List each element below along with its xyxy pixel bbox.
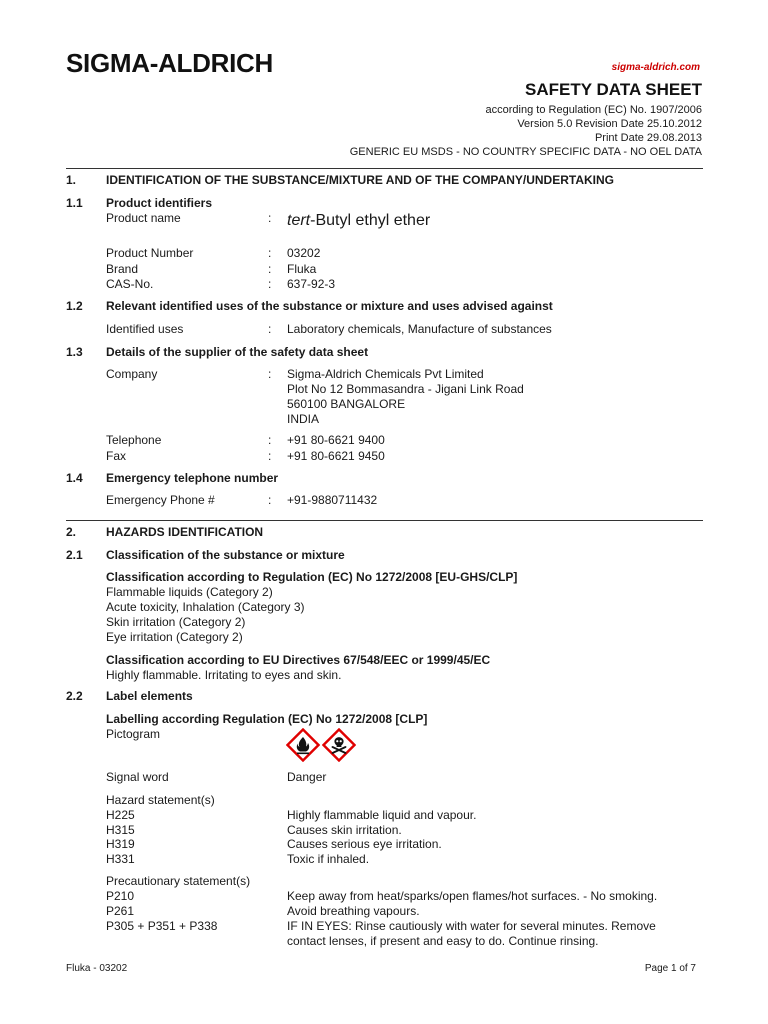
cas-label: CAS-No. <box>106 277 154 291</box>
hazard-code: H315 <box>106 823 135 837</box>
precaution-text: Avoid breathing vapours. <box>287 904 420 918</box>
subsection-1-4-title: Emergency telephone number <box>106 471 279 485</box>
document-title: SAFETY DATA SHEET <box>525 80 702 99</box>
precaution-code: P210 <box>106 889 135 903</box>
telephone-value: +91 80-6621 9400 <box>287 433 385 447</box>
product-name-label: Product name <box>106 211 181 225</box>
colon: : <box>268 262 272 276</box>
footer-product-id: Fluka - 03202 <box>66 963 128 974</box>
colon: : <box>268 246 272 260</box>
brand-label: Brand <box>106 262 139 276</box>
colon: : <box>268 493 272 507</box>
hazard-code: H331 <box>106 852 135 866</box>
hazard-text: Causes skin irritation. <box>287 823 402 837</box>
section-1-rule <box>66 168 703 169</box>
colon: : <box>268 277 272 291</box>
eu-directive-heading: Classification according to EU Directives 67/548/EEC or 1999/45/EC <box>106 653 491 667</box>
identified-uses-value: Laboratory chemicals, Manufacture of substances <box>287 322 552 336</box>
company-label: Company <box>106 367 158 381</box>
generic-msds-line: GENERIC EU MSDS - NO COUNTRY SPECIFIC DATA - NO OEL DATA <box>349 146 702 158</box>
subsection-2-2-title: Label elements <box>106 689 193 703</box>
subsection-1-4-number: 1.4 <box>66 471 83 485</box>
colon: : <box>268 433 272 447</box>
hazard-code: H225 <box>106 808 135 822</box>
subsection-1-1-title: Product identifiers <box>106 196 213 210</box>
subsection-1-2-number: 1.2 <box>66 299 83 313</box>
hazard-text: Causes serious eye irritation. <box>287 837 442 851</box>
section-2-rule <box>66 520 703 521</box>
identified-uses-label: Identified uses <box>106 322 184 336</box>
clp-classification-item: Skin irritation (Category 2) <box>106 615 246 629</box>
cas-value: 637-92-3 <box>287 277 336 291</box>
subsection-1-3-number: 1.3 <box>66 345 83 359</box>
labelling-heading: Labelling according Regulation (EC) No 1272/2008 [CLP] <box>106 712 428 726</box>
regulation-line: according to Regulation (EC) No. 1907/2006 <box>485 104 702 116</box>
signal-word-label: Signal word <box>106 770 169 784</box>
company-line: Plot No 12 Bommasandra - Jigani Link Road <box>287 382 524 396</box>
precaution-text: Keep away from heat/sparks/open flames/hot surfaces. - No smoking. <box>287 889 658 903</box>
colon: : <box>268 322 272 336</box>
precautionary-statements-label: Precautionary statement(s) <box>106 874 251 888</box>
clp-classification-item: Acute toxicity, Inhalation (Category 3) <box>106 600 305 614</box>
subsection-1-3-title: Details of the supplier of the safety data sheet <box>106 345 369 359</box>
product-number-label: Product Number <box>106 246 194 260</box>
skull-crossbones-icon <box>322 728 356 762</box>
brand-logo: SIGMA-ALDRICH <box>66 48 273 78</box>
emergency-label: Emergency Phone # <box>106 493 215 507</box>
hazard-text: Highly flammable liquid and vapour. <box>287 808 477 822</box>
brand-url-link[interactable]: sigma-aldrich.com <box>611 62 700 73</box>
precaution-code: P305 + P351 + P338 <box>106 919 218 933</box>
hazard-code: H319 <box>106 837 135 851</box>
precaution-code: P261 <box>106 904 135 918</box>
section-1-title: IDENTIFICATION OF THE SUBSTANCE/MIXTURE AND OF THE COMPANY/UNDERTAKING <box>106 173 614 187</box>
section-2-number: 2. <box>66 525 77 539</box>
subsection-2-1-title: Classification of the substance or mixture <box>106 548 345 562</box>
colon: : <box>268 367 272 381</box>
footer-page-number: Page 1 of 7 <box>644 963 696 974</box>
company-line: Sigma-Aldrich Chemicals Pvt Limited <box>287 367 484 381</box>
product-number-value: 03202 <box>287 246 321 260</box>
colon: : <box>268 211 272 225</box>
subsection-1-2-title: Relevant identified uses of the substance or mixture and uses advised against <box>106 299 553 313</box>
subsection-2-1-number: 2.1 <box>66 548 83 562</box>
version-line: Version 5.0 Revision Date 25.10.2012 <box>517 118 702 130</box>
company-line: 560100 BANGALORE <box>287 397 406 411</box>
emergency-value: +91-9880711432 <box>287 493 378 507</box>
section-2-title: HAZARDS IDENTIFICATION <box>106 525 264 539</box>
clp-classification-heading: Classification according to Regulation (EC) No 1272/2008 [EU-GHS/CLP] <box>106 570 518 584</box>
telephone-label: Telephone <box>106 433 162 447</box>
subsection-1-1-number: 1.1 <box>66 196 83 210</box>
print-date-line: Print Date 29.08.2013 <box>594 132 702 144</box>
hazard-text: Toxic if inhaled. <box>287 852 370 866</box>
eu-directive-text: Highly flammable. Irritating to eyes and skin. <box>106 668 342 682</box>
precaution-text: IF IN EYES: Rinse cautiously with water for several minutes. Remove <box>287 919 656 933</box>
product-name-value: tert-Butyl ethyl ether <box>287 212 431 229</box>
precaution-text-continued: contact lenses, if present and easy to do. Continue rinsing. <box>287 934 599 948</box>
colon: : <box>268 449 272 463</box>
brand-value: Fluka <box>287 262 317 276</box>
flame-icon <box>286 728 320 762</box>
section-1-number: 1. <box>66 173 77 187</box>
hazard-statements-label: Hazard statement(s) <box>106 793 215 807</box>
fax-value: +91 80-6621 9450 <box>287 449 385 463</box>
signal-word-value: Danger <box>287 770 327 784</box>
pictogram-label: Pictogram <box>106 727 161 741</box>
subsection-2-2-number: 2.2 <box>66 689 83 703</box>
clp-classification-item: Flammable liquids (Category 2) <box>106 585 273 599</box>
clp-classification-item: Eye irritation (Category 2) <box>106 630 243 644</box>
company-line: INDIA <box>287 412 320 426</box>
fax-label: Fax <box>106 449 127 463</box>
